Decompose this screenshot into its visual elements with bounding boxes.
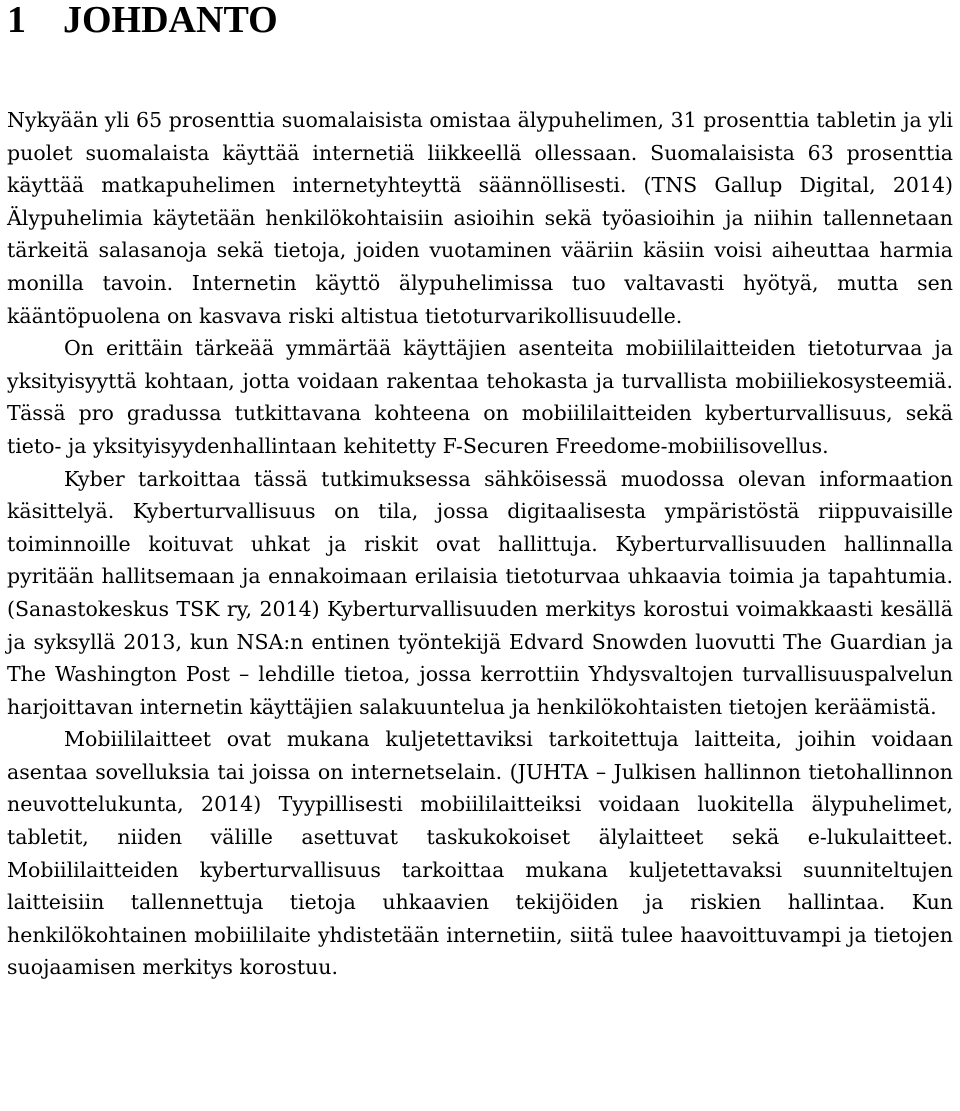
- body-text: [7, 104, 953, 984]
- paragraph-4: Mobiililaitteet ovat mukana kuljetettaviksi tarkoitettuja laitteita, joihin voidaan asentaa sovelluksia tai joissa on internetselain. (JUHTA – Julkisen hallinnon tietohallinnon neuvottelukunta, 2014) Tyypillisesti mobiililaitteiksi voidaan luokitella älypuhelimet, tabletit, niiden välille asettuvat taskukokoiset älylaitteet sekä e-lukulaitteet. Mobiililaitteiden kyberturvallisuus tarkoittaa mukana kuljetettavaksi suunniteltujen laitteisiin tallennettuja tietoja uhkaavien tekijöiden ja riskien hallintaa. Kun henkilökohtainen mobiililaite yhdistetään internetiin, siitä tulee haavoittuvampi ja tietojen suojaamisen merkitys korostuu.: [7, 727, 953, 980]
- paragraph-3: Kyber tarkoittaa tässä tutkimuksessa sähköisessä muodossa olevan informaation käsittelyä. Kyberturvallisuus on tila, jossa digitaalisesta ympäristöstä riippuvaisille toiminnoille koituvat uhkat ja riskit ovat hallittuja. Kyberturvallisuuden hallinnalla pyritään hallitsemaan ja ennakoimaan erilaisia tietoturvaa uhkaavia toimia ja tapahtumia. (Sanastokeskus TSK ry, 2014) Kyberturvallisuuden merkitys korostui voimakkaasti kesällä ja syksyllä 2013, kun NSA:n entinen työntekijä Edvard Snowden luovutti The Guardian ja The Washington Post – lehdille tietoa, jossa kerrottiin Yhdysvaltojen turvallisuuspalvelun harjoittavan internetin käyttäjien salakuuntelua ja henkilökohtaisten tietojen keräämistä.: [7, 466, 953, 719]
- chapter-number: 1: [7, 0, 26, 41]
- paragraph-2: On erittäin tärkeää ymmärtää käyttäjien asenteita mobiililaitteiden tietoturvaa ja yksityisyyttä kohtaan, jotta voidaan rakentaa tehokasta ja turvallista mobiiliekosysteemiä. Tässä pro gradussa tutkittavana kohteena on mobiililaitteiden kyberturvallisuus, sekä tieto- ja yksityisyydenhallintaan kehitetty F-Securen Freedome-mobiilisovellus.: [7, 336, 953, 458]
- paragraph-1: Nykyään yli 65 prosenttia suomalaisista omistaa älypuhelimen, 31 prosenttia tabletin ja yli puolet suomalaista käyttää internetiä liikkeellä ollessaan. Suomalaisista 63 prosenttia käyttää matkapuhelimen internetyhteyttä säännöllisesti. (TNS Gallup Digital, 2014) Älypuhelimia käytetään henkilökohtaisiin asioihin sekä työasioihin ja niihin tallennetaan tärkeitä salasanoja sekä tietoja, joiden vuotaminen vääriin käsiin voisi aiheuttaa harmia monilla tavoin. Internetin käyttö älypuhelimissa tuo valtavasti hyötyä, mutta sen kääntöpuolena on kasvava riski altistua tietoturvarikollisuudelle.: [7, 108, 953, 328]
- document-page: [7, 0, 953, 984]
- chapter-heading: [7, 0, 953, 64]
- chapter-title: JOHDANTO: [63, 0, 278, 41]
